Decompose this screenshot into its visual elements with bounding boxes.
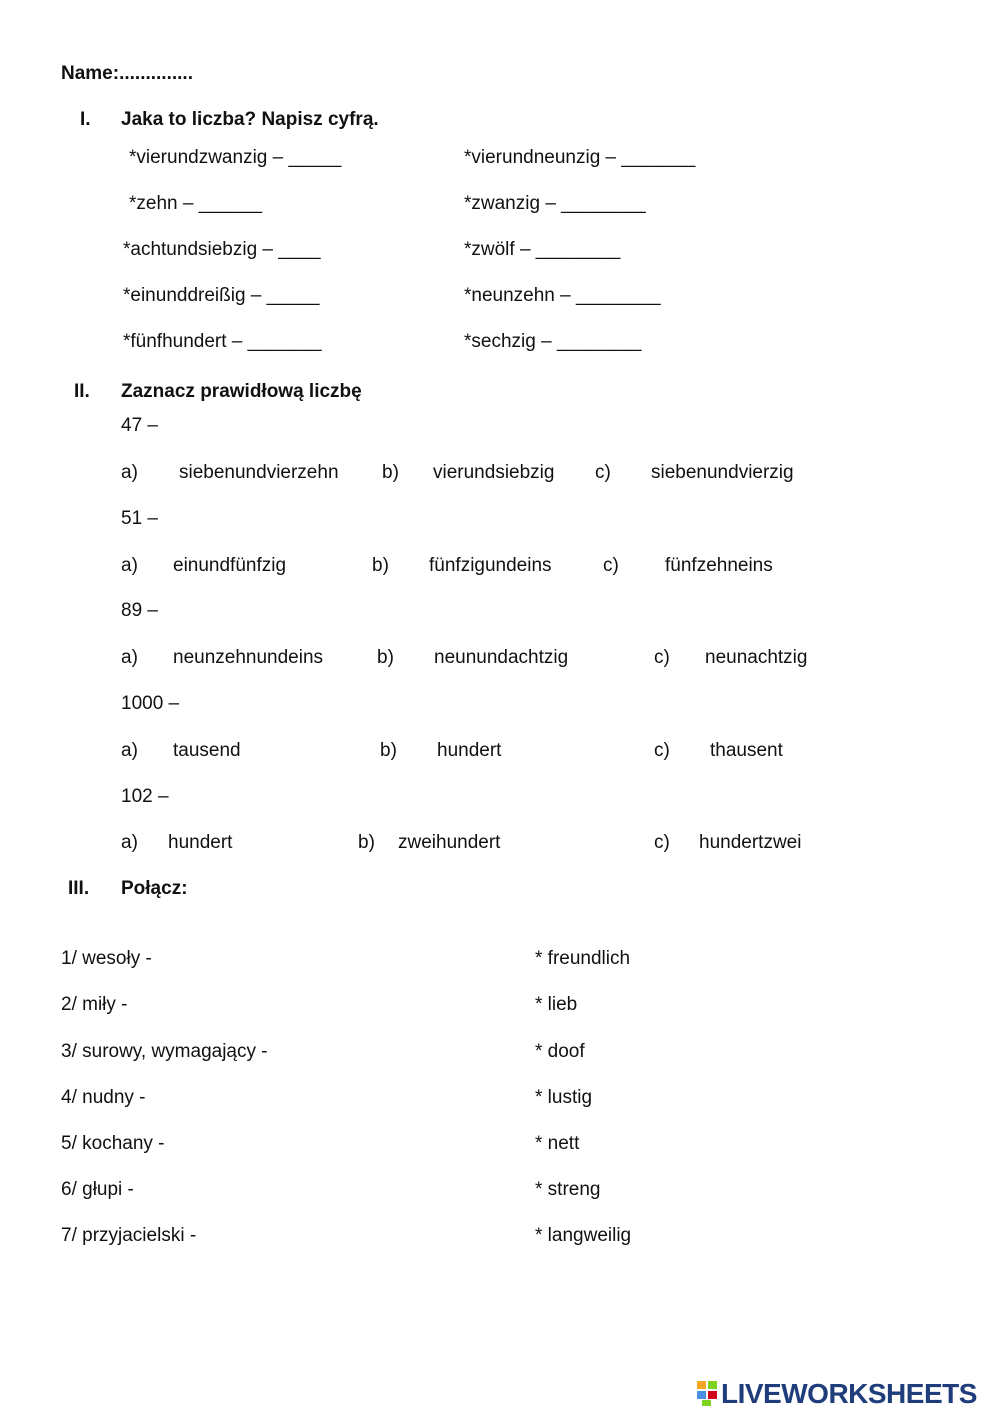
match-right-item[interactable]: * nett [535, 1133, 580, 1154]
number-word-item: *zwölf – ________ [464, 239, 621, 260]
option-letter: b) [358, 832, 375, 853]
option-text[interactable]: neunundachtzig [434, 647, 569, 668]
option-letter: a) [121, 462, 138, 483]
number-word-item: *einunddreißig – _____ [123, 285, 320, 306]
number-word-item: *vierundneunzig – _______ [464, 147, 696, 168]
match-left-item[interactable]: 6/ głupi - [61, 1179, 134, 1200]
option-text[interactable]: thausent [710, 740, 783, 761]
match-left-item[interactable]: 1/ wesoły - [61, 948, 152, 969]
name-label: Name:.............. [61, 63, 193, 84]
match-left-item[interactable]: 3/ surowy, wymagający - [61, 1041, 268, 1062]
section3-title: Połącz: [121, 878, 188, 899]
match-left-item[interactable]: 4/ nudny - [61, 1087, 146, 1108]
option-text[interactable]: vierundsiebzig [433, 462, 555, 483]
option-letter: b) [382, 462, 399, 483]
match-right-item[interactable]: * langweilig [535, 1225, 632, 1246]
match-right-item[interactable]: * lieb [535, 994, 578, 1015]
match-right-item[interactable]: * streng [535, 1179, 601, 1200]
option-letter: c) [603, 555, 619, 576]
number-word-item: *neunzehn – ________ [464, 285, 661, 306]
option-letter: a) [121, 832, 138, 853]
number-word-item: *sechzig – ________ [464, 331, 642, 352]
option-text[interactable]: neunachtzig [705, 647, 808, 668]
option-letter: c) [654, 740, 670, 761]
question-number: 51 – [121, 508, 158, 529]
option-text[interactable]: einundfünfzig [173, 555, 287, 576]
option-text[interactable]: siebenundvierzig [651, 462, 794, 483]
question-number: 1000 – [121, 693, 180, 714]
option-text[interactable]: zweihundert [398, 832, 501, 853]
option-letter: a) [121, 647, 138, 668]
option-letter: c) [654, 832, 670, 853]
section1-title: Jaka to liczba? Napisz cyfrą. [121, 109, 379, 130]
option-letter: a) [121, 740, 138, 761]
match-left-item[interactable]: 2/ miły - [61, 994, 128, 1015]
match-right-item[interactable]: * freundlich [535, 948, 631, 969]
number-word-item: *fünfhundert – _______ [123, 331, 322, 352]
option-text[interactable]: hundert [437, 740, 502, 761]
option-text[interactable]: tausend [173, 740, 241, 761]
match-left-item[interactable]: 7/ przyjacielski - [61, 1225, 197, 1246]
match-left-item[interactable]: 5/ kochany - [61, 1133, 165, 1154]
match-right-item[interactable]: * lustig [535, 1087, 593, 1108]
option-text[interactable]: fünfzehneins [665, 555, 773, 576]
option-letter: b) [380, 740, 397, 761]
section3-numeral: III. [68, 878, 90, 899]
option-text[interactable]: fünfzigundeins [429, 555, 552, 576]
option-letter: c) [595, 462, 611, 483]
question-number: 102 – [121, 786, 169, 807]
question-number: 47 – [121, 415, 158, 436]
number-word-item: *zwanzig – ________ [464, 193, 646, 214]
section1-numeral: I. [80, 109, 91, 130]
option-letter: c) [654, 647, 670, 668]
section2-numeral: II. [74, 381, 90, 402]
number-word-item: *achtundsiebzig – ____ [123, 239, 321, 260]
option-letter: a) [121, 555, 138, 576]
liveworksheets-logo-icon [697, 1381, 719, 1407]
option-letter: b) [372, 555, 389, 576]
section2-title: Zaznacz prawidłową liczbę [121, 381, 362, 402]
option-text[interactable]: neunzehnundeins [173, 647, 324, 668]
number-word-item: *vierundzwanzig – _____ [129, 147, 342, 168]
option-text[interactable]: siebenundvierzehn [179, 462, 339, 483]
option-text[interactable]: hundertzwei [699, 832, 802, 853]
option-letter: b) [377, 647, 394, 668]
option-text[interactable]: hundert [168, 832, 233, 853]
liveworksheets-logo[interactable] [697, 1379, 977, 1409]
match-right-item[interactable]: * doof [535, 1041, 585, 1062]
logo-text: LIVEWORKSHEETS [721, 1378, 977, 1409]
number-word-item: *zehn – ______ [129, 193, 263, 214]
question-number: 89 – [121, 600, 158, 621]
